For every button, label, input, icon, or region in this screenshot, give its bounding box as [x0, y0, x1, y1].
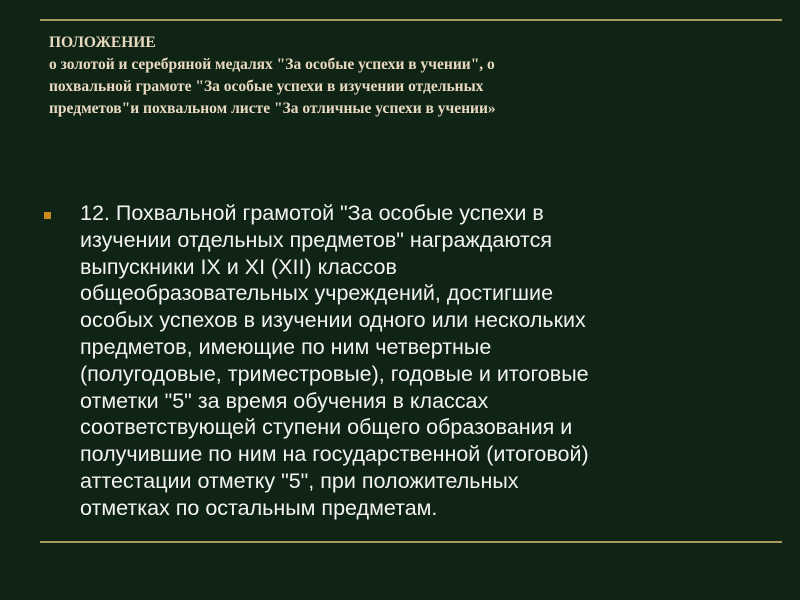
paragraph-line: получившие по ним на государственной (итоговой) — [80, 442, 589, 467]
paragraph-line: (полугодовые, триместровые), годовые и итоговые — [80, 361, 589, 386]
title-line: предметов"и похвальном листе "За отличные успехи в учении» — [49, 100, 496, 117]
paragraph-line: 12. Похвальной грамотой "За особые успехи в — [80, 201, 544, 225]
paragraph-line: выпускники IX и XI (XII) классов — [80, 254, 397, 279]
paragraph-line: соответствующей ступени общего образования и — [80, 415, 573, 440]
paragraph-line: аттестации отметку "5", при положительных — [80, 468, 519, 493]
square-bullet-icon — [44, 212, 51, 219]
bullet-paragraph — [80, 200, 770, 522]
paragraph-line: предметов, имеющие по ним четвертные — [80, 334, 492, 359]
top-divider — [40, 19, 782, 21]
bottom-divider — [40, 541, 782, 543]
slide-title — [49, 32, 749, 120]
title-heading: ПОЛОЖЕНИЕ — [49, 34, 156, 51]
title-line: похвальной грамоте "За особые успехи в изучении отдельных — [49, 78, 484, 95]
paragraph-line: отметках по остальным предметам. — [80, 495, 438, 520]
paragraph-line: общеобразовательных учреждений, достигшие — [80, 281, 554, 306]
paragraph-line: отметки "5" за время обучения в классах — [80, 388, 489, 413]
paragraph-line: особых успехов в изучении одного или нескольких — [80, 308, 586, 333]
title-line: о золотой и серебряной медалях "За особые успехи в учении", о — [49, 56, 495, 73]
paragraph-line: изучении отдельных предметов" награждаются — [80, 227, 552, 252]
